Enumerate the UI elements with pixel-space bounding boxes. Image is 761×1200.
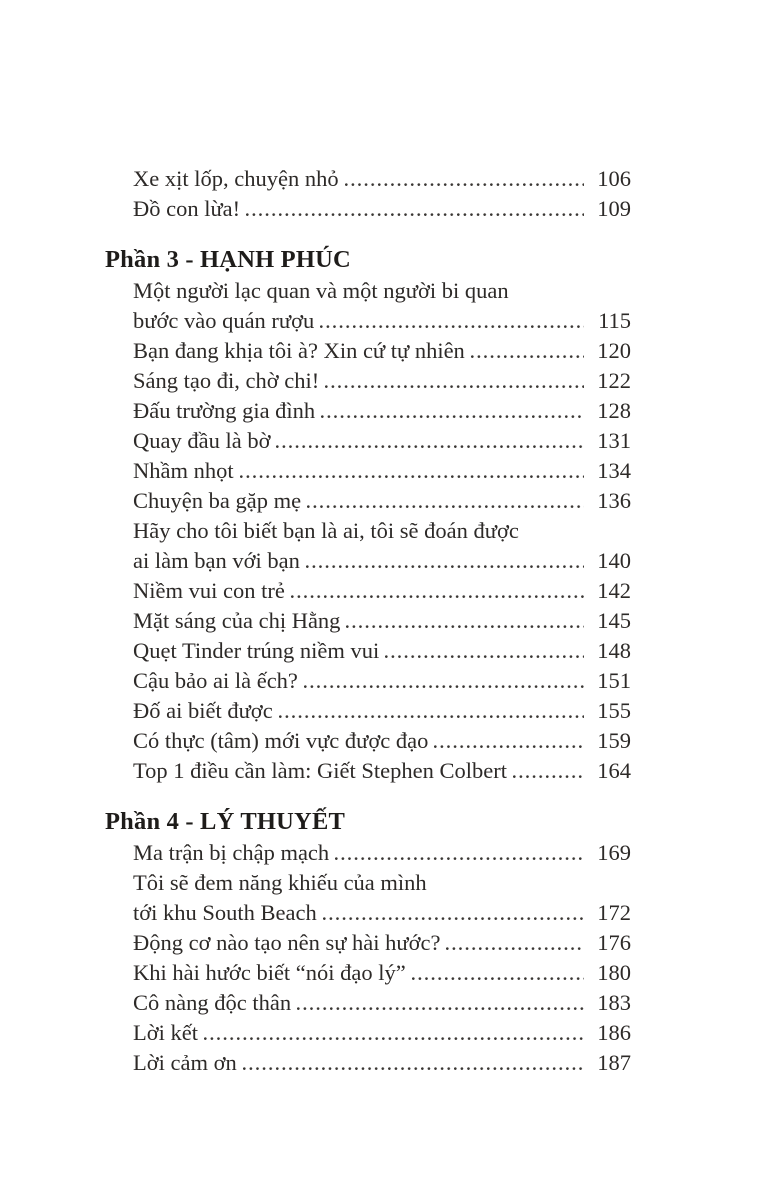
toc-entry-title: Có thực (tâm) mới vực được đạo bbox=[133, 728, 429, 753]
toc-entry bbox=[133, 456, 631, 486]
toc-entry bbox=[133, 426, 631, 456]
toc-entry-page: 155 bbox=[597, 698, 631, 723]
section-entries bbox=[133, 276, 631, 786]
toc-entry bbox=[133, 928, 631, 958]
toc-entry-title: Chuyện ba gặp mẹ bbox=[133, 488, 302, 513]
toc-entry-line bbox=[133, 516, 631, 546]
toc-entry-line bbox=[133, 546, 631, 576]
dot-leader bbox=[385, 655, 584, 658]
toc-entry-title: Lời cảm ơn bbox=[133, 1050, 237, 1075]
toc-entry-title: Bạn đang khịa tôi à? Xin cứ tự nhiên bbox=[133, 338, 465, 363]
toc-entry-title: tới khu South Beach bbox=[133, 900, 317, 925]
toc-entry-title: Cô nàng độc thân bbox=[133, 990, 292, 1015]
section-heading: Phần 3 - HẠNH PHÚC bbox=[105, 246, 351, 273]
toc-entry bbox=[133, 988, 631, 1018]
toc-entry-page: 115 bbox=[598, 308, 631, 333]
toc-entry-title: Động cơ nào tạo nên sự hài hước? bbox=[133, 930, 441, 955]
dot-leader bbox=[446, 947, 584, 950]
toc-entry-title: Lời kết bbox=[133, 1020, 199, 1045]
toc-entry bbox=[133, 666, 631, 696]
toc-entry bbox=[133, 486, 631, 516]
section-heading: Phần 4 - LÝ THUYẾT bbox=[105, 808, 346, 835]
dot-leader bbox=[307, 505, 584, 508]
dot-leader bbox=[412, 977, 584, 980]
toc-entry-title: Niềm vui con trẻ bbox=[133, 578, 285, 603]
toc-entry-page: 128 bbox=[597, 398, 631, 423]
toc-entry-page: 109 bbox=[597, 196, 631, 221]
toc-entry bbox=[133, 958, 631, 988]
toc-entry-title: Top 1 điều cần làm: Giết Stephen Colbert bbox=[133, 758, 507, 783]
dot-leader bbox=[240, 475, 584, 478]
toc-entry bbox=[133, 576, 631, 606]
toc-entry-page: 187 bbox=[597, 1050, 631, 1075]
dot-leader bbox=[471, 355, 584, 358]
dot-leader bbox=[276, 445, 584, 448]
toc-entry-line bbox=[133, 868, 631, 898]
toc-entry-page: 164 bbox=[597, 758, 631, 783]
toc-entry bbox=[133, 516, 631, 576]
dot-leader bbox=[434, 745, 584, 748]
dot-leader bbox=[291, 595, 584, 598]
dot-leader bbox=[306, 565, 584, 568]
toc-entry-page: 186 bbox=[597, 1020, 631, 1045]
toc-entry-title: ai làm bạn với bạn bbox=[133, 548, 300, 573]
toc-entry-title: Quay đầu là bờ bbox=[133, 428, 271, 453]
toc-entry-title: Một người lạc quan và một người bi quan bbox=[133, 278, 509, 303]
dot-leader bbox=[246, 213, 584, 216]
toc-entry-page: 131 bbox=[597, 428, 631, 453]
dot-leader bbox=[325, 385, 584, 388]
table-of-contents bbox=[105, 164, 631, 1078]
dot-leader bbox=[304, 685, 584, 688]
toc-entry-title: Hãy cho tôi biết bạn là ai, tôi sẽ đoán được bbox=[133, 518, 519, 543]
toc-entry bbox=[133, 696, 631, 726]
toc-entry-page: 134 bbox=[597, 458, 631, 483]
toc-entry-title: Sáng tạo đi, chờ chi! bbox=[133, 368, 320, 393]
toc-entry bbox=[133, 194, 631, 224]
toc-entry-page: 142 bbox=[597, 578, 631, 603]
toc-entry-title: Ma trận bị chập mạch bbox=[133, 840, 330, 865]
toc-entry-title: Khi hài hước biết “nói đạo lý” bbox=[133, 960, 406, 985]
toc-entry bbox=[133, 756, 631, 786]
dot-leader bbox=[321, 415, 584, 418]
toc-entry bbox=[133, 1018, 631, 1048]
toc-top-entries bbox=[133, 164, 631, 224]
toc-entry-page: 183 bbox=[597, 990, 631, 1015]
toc-entry-line bbox=[133, 306, 631, 336]
toc-entry-title: Đố ai biết được bbox=[133, 698, 273, 723]
toc-entry bbox=[133, 636, 631, 666]
toc-entry-page: 180 bbox=[597, 960, 631, 985]
toc-entry-title: Tôi sẽ đem năng khiếu của mình bbox=[133, 870, 427, 895]
dot-leader bbox=[204, 1037, 584, 1040]
toc-entry bbox=[133, 838, 631, 868]
dot-leader bbox=[335, 857, 584, 860]
toc-entry-title: bước vào quán rượu bbox=[133, 308, 315, 333]
dot-leader bbox=[279, 715, 584, 718]
toc-entry-page: 151 bbox=[597, 668, 631, 693]
toc-entry-page: 106 bbox=[597, 166, 631, 191]
toc-entry bbox=[133, 726, 631, 756]
toc-entry-page: 136 bbox=[597, 488, 631, 513]
toc-entry bbox=[133, 276, 631, 336]
dot-leader bbox=[345, 183, 584, 186]
toc-entry-line bbox=[133, 276, 631, 306]
toc-entry bbox=[133, 396, 631, 426]
toc-entry bbox=[133, 336, 631, 366]
dot-leader bbox=[513, 775, 584, 778]
toc-entry-page: 172 bbox=[597, 900, 631, 925]
toc-entry-line bbox=[133, 898, 631, 928]
toc-entry-page: 159 bbox=[597, 728, 631, 753]
toc-entry bbox=[133, 164, 631, 194]
toc-entry-title: Đấu trường gia đình bbox=[133, 398, 316, 423]
dot-leader bbox=[323, 917, 584, 920]
toc-entry-page: 140 bbox=[597, 548, 631, 573]
toc-entry-title: Đồ con lừa! bbox=[133, 196, 241, 221]
toc-entry-title: Xe xịt lốp, chuyện nhỏ bbox=[133, 166, 339, 191]
toc-entry-page: 120 bbox=[597, 338, 631, 363]
toc-entry-page: 122 bbox=[597, 368, 631, 393]
dot-leader bbox=[243, 1067, 584, 1070]
dot-leader bbox=[346, 625, 584, 628]
section-entries bbox=[133, 838, 631, 1078]
toc-entry-page: 176 bbox=[597, 930, 631, 955]
toc-entry-title: Quẹt Tinder trúng niềm vui bbox=[133, 638, 380, 663]
toc-entry-title: Mặt sáng của chị Hằng bbox=[133, 608, 341, 633]
toc-entry-page: 145 bbox=[597, 608, 631, 633]
dot-leader bbox=[297, 1007, 584, 1010]
toc-entry-page: 148 bbox=[597, 638, 631, 663]
toc-entry bbox=[133, 1048, 631, 1078]
toc-entry-title: Nhầm nhọt bbox=[133, 458, 234, 483]
toc-entry bbox=[133, 366, 631, 396]
toc-entry bbox=[133, 868, 631, 928]
dot-leader bbox=[320, 325, 584, 328]
toc-entry-page: 169 bbox=[597, 840, 631, 865]
toc-entry bbox=[133, 606, 631, 636]
toc-entry-title: Cậu bảo ai là ếch? bbox=[133, 668, 298, 693]
